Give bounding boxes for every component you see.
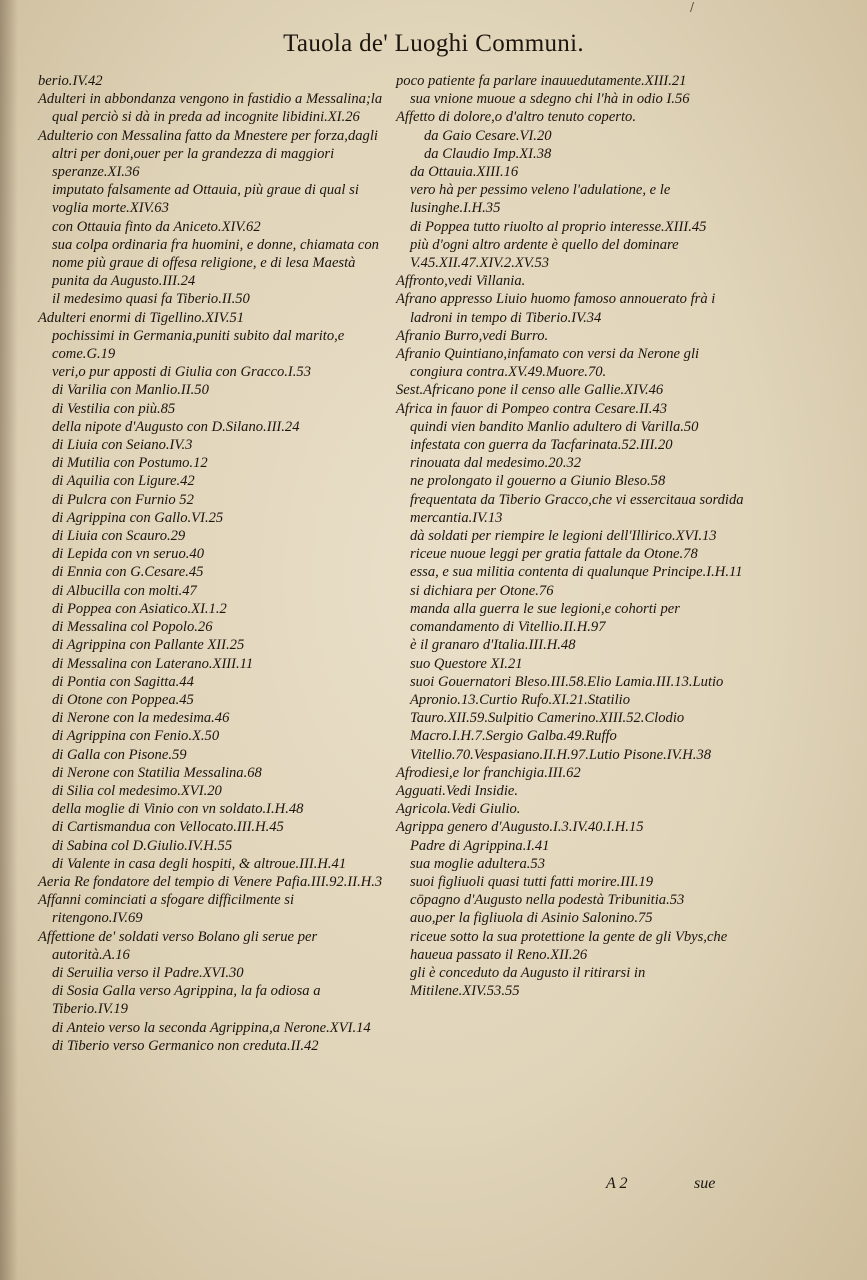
index-entry: da Gaio Cesare.VI.20 (424, 127, 552, 144)
index-entry: Afrodiesi,e lor franchigia.III.62 (396, 764, 581, 781)
index-entry: di Poppea con Asiatico.XI.1.2 (52, 600, 227, 617)
index-entry: di Albucilla con molti.47 (52, 582, 197, 599)
index-entry: riceue nuoue leggi per gratia fattale da Otone.78 (410, 546, 698, 563)
page-title: Tauola de' Luoghi Communi. (283, 30, 584, 57)
index-entry: di Otone con Poppea.45 (52, 691, 194, 708)
index-entry: Padre di Agrippina.I.41 (410, 837, 550, 854)
index-entry: di Varilia con Manlio.II.50 (52, 382, 209, 399)
index-entry: di Anteio verso la seconda Agrippina,a Nerone.XVI.14 (52, 1019, 371, 1036)
index-entry: di Seruilia verso il Padre.XVI.30 (52, 964, 244, 981)
index-entry: di Aquilia con Ligure.42 (52, 473, 195, 490)
index-entry: sua moglie adultera.53 (410, 855, 545, 872)
index-entry: infestata con guerra da Tacfarinata.52.III.20 (410, 437, 673, 454)
index-entry: della nipote d'Augusto con D.Silano.III.24 (52, 418, 300, 435)
index-entry: Affetto di dolore,o d'altro tenuto coperto. (396, 109, 636, 126)
right-index-column (396, 72, 746, 1000)
top-mark: / (690, 0, 695, 14)
index-entry: pochissimi in Germania,puniti subito dal marito,e come.G.19 (52, 327, 345, 363)
index-entry: con Ottauia finto da Aniceto.XIV.62 (52, 218, 261, 235)
index-entry: poco patiente fa parlare inauuedutamente.XIII.21 (396, 73, 687, 89)
index-entry: di Tiberio verso Germanico non creduta.II.42 (52, 1037, 319, 1054)
index-entry: cōpagno d'Augusto nella podestà Tribunitia.53 (410, 892, 685, 909)
index-entry: Adulteri enormi di Tigellino.XIV.51 (38, 309, 245, 326)
index-entry: quindi vien bandito Manlio adultero di Varilla.50 (410, 418, 699, 435)
index-entry: si dichiara per Otone.76 (410, 582, 554, 599)
index-entry: di Valente in casa degli hospiti, & altroue.III.H.41 (52, 855, 347, 872)
index-entry: berio.IV.42 (38, 73, 103, 89)
index-entry: ne prolongato il gouerno a Giunio Bleso.58 (410, 473, 666, 490)
binding-shadow (0, 0, 18, 1280)
index-entry: di Nerone con Statilia Messalina.68 (52, 764, 262, 781)
index-entry: Agrippa genero d'Augusto.I.3.IV.40.I.H.15 (396, 819, 644, 836)
index-entry: di Agrippina con Gallo.VI.25 (52, 509, 224, 526)
index-entry: Aeria Re fondatore del tempio di Venere Pafia.III.92.II.H.3 (38, 873, 383, 890)
index-entry: dà soldati per riempire le legioni dell'Illirico.XVI.13 (410, 528, 717, 545)
index-entry: di Liuia con Scauro.29 (52, 528, 186, 545)
index-entry: Affanni cominciati a sfogare difficilmente si ritengono.IV.69 (38, 892, 295, 927)
index-entry: di Agrippina con Fenio.X.50 (52, 728, 220, 745)
index-entry: di Sosia Galla verso Agrippina, la fa odiosa a Tiberio.IV.19 (52, 983, 321, 1018)
index-entry: di Liuia con Seiano.IV.3 (52, 437, 193, 454)
catchword: sue (694, 1175, 716, 1192)
index-entry: sua vnione muoue a sdegno chi l'hà in odio I.56 (410, 91, 690, 108)
index-entry: da Ottauia.XIII.16 (410, 164, 519, 181)
index-entry: è il granaro d'Italia.III.H.48 (410, 637, 576, 654)
index-entry: Africa in fauor di Pompeo contra Cesare.II.43 (396, 400, 668, 417)
signature-mark: A 2 (606, 1175, 628, 1192)
index-entry: manda alla guerra le sue legioni,e cohorti per comandamento di Vitellio.II.H.97 (410, 600, 680, 636)
index-entry: il medesimo quasi fa Tiberio.II.50 (52, 291, 250, 308)
index-entry: Agricola.Vedi Giulio. (396, 801, 521, 818)
index-entry: di Mutilia con Postumo.12 (52, 455, 208, 472)
index-entry: auo,per la figliuola di Asinio Salonino.75 (410, 910, 653, 927)
index-entry: veri,o pur apposti di Giulia con Gracco.I.53 (52, 364, 312, 381)
index-entry: di Sabina col D.Giulio.IV.H.55 (52, 837, 233, 854)
index-entry: di Pontia con Sagitta.44 (52, 673, 194, 690)
index-entry: Afrano appresso Liuio huomo famoso annouerato frà i ladroni in tempo di Tiberio.IV.34 (396, 291, 716, 326)
index-entry: di Silia col medesimo.XVI.20 (52, 782, 222, 799)
index-entry: Adulterio con Messalina fatto da Mnestere per forza,dagli altri per doni,ouer per la grandezza di maggiori speranze.XI.36 (38, 127, 378, 181)
index-entry: Afranio Quintiano,infamato con versi da Nerone gli congiura contra.XV.49.Muore.70. (396, 346, 700, 381)
index-entry: Adulteri in abbondanza vengono in fastidio a Messalina;la qual perciò si dà in preda ad incognite libidini.XI.26 (38, 91, 383, 126)
index-entry: Affronto,vedi Villania. (396, 273, 526, 290)
index-entry: di Ennia con G.Cesare.45 (52, 564, 204, 581)
index-entry: essa, e sua militia contenta di qualunque Principe.I.H.11 (410, 564, 743, 581)
index-entry: imputato falsamente ad Ottauia, più graue di qual si voglia morte.XIV.63 (52, 182, 359, 217)
index-entry: riceue sotto la sua protettione la gente de gli Vbys,che haueua passato il Reno.XII.26 (410, 928, 728, 963)
index-entry: frequentata da Tiberio Gracco,che vi essercitaua sordida mercantia.IV.13 (410, 491, 744, 526)
index-entry: suoi Gouernatori Bleso.III.58.Elio Lamia.III.13.Lutio Apronio.13.Curtio Rufo.XI.21.Statilio Tauro.XII.59.Sulpitio Camerino.XIII.52.Clodio Macro.I.H.7.Sergio Galba.49.Ruffo Vitellio.70.Vespasiano.II.H.97.Lutio Pisone.IV.H.38 (410, 673, 724, 763)
index-entry: sua colpa ordinaria fra huomini, e donne, chiamata con nome più graue di offesa religione, e di lesa Maestà punita da Augusto.III.24 (52, 236, 379, 290)
index-entry: Affettione de' soldati verso Bolano gli serue per autorità.A.16 (38, 928, 318, 963)
index-entry: gli è conceduto da Augusto il ritirarsi in Mitilene.XIV.53.55 (410, 964, 646, 1000)
index-entry: suo Questore XI.21 (410, 655, 523, 672)
index-entry: suoi figliuoli quasi tutti fatti morire.III.19 (410, 873, 654, 890)
index-entry: di Agrippina con Pallante XII.25 (52, 637, 245, 654)
index-entry: Sest.Africano pone il censo alle Gallie.XIV.46 (396, 382, 664, 399)
index-entry: di Galla con Pisone.59 (52, 746, 187, 763)
index-entry: di Messalina col Popolo.26 (52, 619, 213, 636)
index-entry: di Pulcra con Furnio 52 (52, 491, 194, 508)
index-entry: rinouata dal medesimo.20.32 (410, 455, 582, 472)
index-entry: della moglie di Vinio con vn soldato.I.H.48 (52, 801, 304, 818)
index-entry: vero hà per pessimo veleno l'adulatione, e le lusinghe.I.H.35 (410, 182, 671, 217)
index-entry: di Nerone con la medesima.46 (52, 710, 230, 727)
index-entry: di Cartismandua con Vellocato.III.H.45 (52, 819, 284, 836)
index-entry: da Claudio Imp.XI.38 (424, 145, 552, 162)
index-entry: di Vestilia con più.85 (52, 400, 176, 417)
left-index-column (38, 72, 388, 1055)
index-entry: Afranio Burro,vedi Burro. (396, 327, 549, 344)
index-entry: più d'ogni altro ardente è quello del dominare V.45.XII.47.XIV.2.XV.53 (410, 236, 679, 272)
index-entry: di Lepida con vn seruo.40 (52, 546, 205, 563)
index-entry: Agguati.Vedi Insidie. (396, 782, 519, 799)
index-entry: di Poppea tutto riuolto al proprio interesse.XIII.45 (410, 218, 707, 235)
index-entry: di Messalina con Laterano.XIII.11 (52, 655, 254, 672)
